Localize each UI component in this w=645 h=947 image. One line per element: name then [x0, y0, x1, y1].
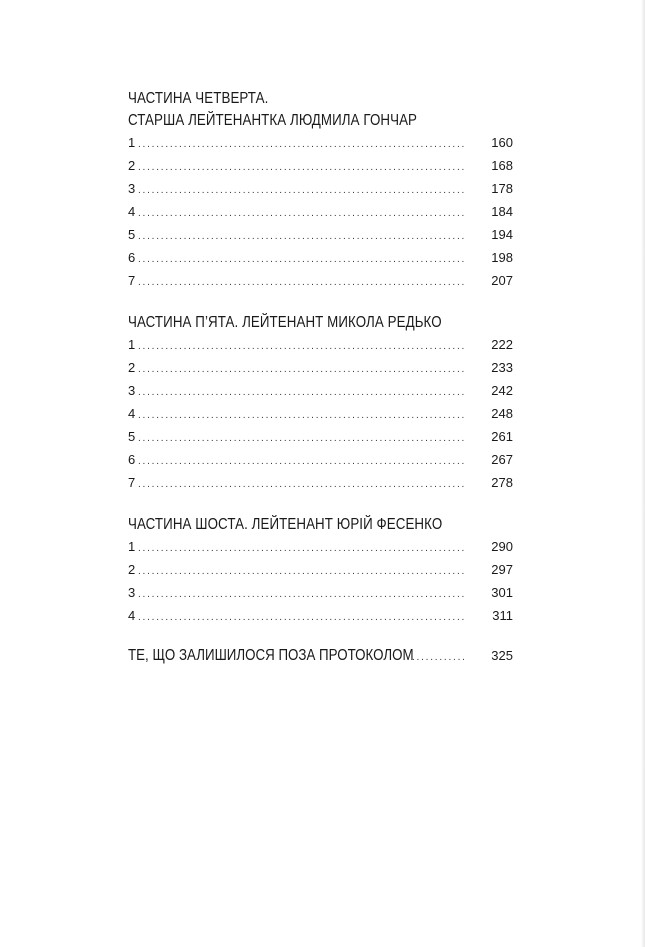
page-number: 222: [491, 337, 513, 352]
chapter-number: 3: [128, 585, 136, 600]
dot-leader: [138, 479, 465, 490]
toc-entry[interactable]: [128, 360, 513, 383]
toc-entry[interactable]: [128, 429, 513, 452]
dot-leader: [138, 589, 465, 600]
page-number: 267: [491, 452, 513, 467]
chapter-number: 3: [128, 383, 136, 398]
toc-entry[interactable]: [128, 585, 513, 608]
chapter-number: 1: [128, 337, 136, 352]
page-edge-shadow: [641, 0, 645, 947]
toc-entry[interactable]: [128, 181, 513, 204]
dot-leader: [412, 652, 465, 663]
section-heading: [128, 88, 513, 132]
page-number: 261: [491, 429, 513, 444]
final-entry-page-number: 325: [491, 648, 513, 663]
dot-leader: [138, 277, 465, 288]
page-number: 297: [491, 562, 513, 577]
chapter-number: 4: [128, 608, 136, 623]
section-heading-line: ЧАСТИНА ШОСТА. ЛЕЙТЕНАНТ ЮРІЙ ФЕСЕНКО: [128, 516, 443, 533]
dot-leader: [138, 341, 465, 352]
toc-entry[interactable]: [128, 383, 513, 406]
chapter-number: 2: [128, 360, 136, 375]
dot-leader: [138, 185, 465, 196]
section-heading-line: ЧАСТИНА ЧЕТВЕРТА.: [128, 90, 269, 107]
chapter-number: 1: [128, 539, 136, 554]
toc-entry[interactable]: [128, 273, 513, 296]
page-number: 248: [491, 406, 513, 421]
toc-section: [128, 514, 513, 631]
page-number: 301: [491, 585, 513, 600]
page-number: 278: [491, 475, 513, 490]
chapter-number: 7: [128, 475, 136, 490]
toc-entry[interactable]: [128, 475, 513, 498]
toc-entry[interactable]: [128, 227, 513, 250]
toc-entry[interactable]: [128, 337, 513, 360]
page-number: 233: [491, 360, 513, 375]
section-heading-line: СТАРША ЛЕЙТЕНАНТКА ЛЮДМИЛА ГОНЧАР: [128, 112, 418, 129]
page-number: 184: [491, 204, 513, 219]
chapter-number: 1: [128, 135, 136, 150]
toc-final-entry[interactable]: [128, 647, 513, 671]
dot-leader: [138, 387, 465, 398]
page-number: 160: [491, 135, 513, 150]
chapter-number: 3: [128, 181, 136, 196]
dot-leader: [138, 231, 465, 242]
toc-section: [128, 88, 513, 296]
page-number: 194: [491, 227, 513, 242]
dot-leader: [138, 433, 465, 444]
section-heading: [128, 514, 513, 536]
chapter-number: 2: [128, 158, 136, 173]
chapter-number: 6: [128, 250, 136, 265]
toc-entry[interactable]: [128, 135, 513, 158]
toc-entry[interactable]: [128, 608, 513, 631]
dot-leader: [138, 254, 465, 265]
chapter-number: 5: [128, 227, 136, 242]
toc-entry[interactable]: [128, 406, 513, 429]
page-number: 311: [492, 608, 513, 623]
dot-leader: [138, 612, 465, 623]
page-number: 178: [491, 181, 513, 196]
page-number: 198: [491, 250, 513, 265]
dot-leader: [138, 566, 465, 577]
toc-entry[interactable]: [128, 204, 513, 227]
toc-entry[interactable]: [128, 539, 513, 562]
toc-entry[interactable]: [128, 452, 513, 475]
dot-leader: [138, 456, 465, 467]
dot-leader: [138, 208, 465, 219]
dot-leader: [138, 410, 465, 421]
chapter-number: 7: [128, 273, 136, 288]
toc-section: [128, 312, 513, 498]
page-number: 290: [491, 539, 513, 554]
section-heading-line: ЧАСТИНА П’ЯТА. ЛЕЙТЕНАНТ МИКОЛА РЕДЬКО: [128, 314, 442, 331]
page-number: 207: [491, 273, 513, 288]
toc-entry[interactable]: [128, 250, 513, 273]
toc-entry[interactable]: [128, 562, 513, 585]
dot-leader: [138, 543, 465, 554]
page-number: 168: [491, 158, 513, 173]
page-number: 242: [491, 383, 513, 398]
chapter-number: 4: [128, 204, 136, 219]
dot-leader: [138, 139, 465, 150]
table-of-contents: [128, 88, 513, 671]
toc-entry[interactable]: [128, 158, 513, 181]
chapter-number: 4: [128, 406, 136, 421]
chapter-number: 5: [128, 429, 136, 444]
chapter-number: 6: [128, 452, 136, 467]
section-heading: [128, 312, 513, 334]
dot-leader: [138, 162, 465, 173]
dot-leader: [138, 364, 465, 375]
final-entry-title: ТЕ, ЩО ЗАЛИШИЛОСЯ ПОЗА ПРОТОКОЛОМ: [128, 647, 414, 664]
chapter-number: 2: [128, 562, 136, 577]
